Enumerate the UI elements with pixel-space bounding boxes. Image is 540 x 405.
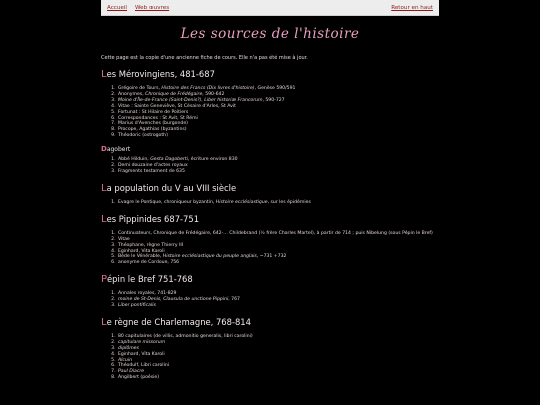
list-item-text: Alcuin <box>118 357 133 363</box>
list-item-text: , 590-727 <box>262 97 285 103</box>
heading-text: agobert <box>106 146 131 154</box>
list-item-text: Eginhard, Vita Karoli <box>118 248 165 254</box>
content <box>101 69 439 381</box>
list-item-text: diplômes <box>118 345 139 351</box>
heading-text: es Pippinides 687-751 <box>106 213 200 224</box>
source-list <box>101 231 439 266</box>
list-item-text: Gesta Dagoberti <box>150 157 188 163</box>
source-list <box>101 200 439 206</box>
list-item-text: Chronique de Frédégaire <box>145 91 203 97</box>
list-item-text: , ~731 +732 <box>256 254 287 260</box>
list-item-text: Fragments testament de 635 <box>118 168 185 174</box>
section-heading <box>101 69 439 80</box>
heading-initial: P <box>101 274 108 286</box>
list-item-text: Bède le Vénérable, <box>118 254 163 260</box>
list-item-text: Liber historiæ Francorum <box>204 97 263 103</box>
list-item <box>117 169 439 175</box>
list-item-text: Histoire des Francs (Dix livres d'histoire) <box>161 86 255 91</box>
list-item-text: anonyme de Cordoue, 756 <box>118 260 180 266</box>
list-item-text: , 590-642 <box>202 91 225 97</box>
list-item-text: Correspondances : St Avit, St Rémi <box>118 115 198 121</box>
list-item-text: , 767 <box>228 297 240 303</box>
list-item-text: , écriture environ 830 <box>187 157 238 163</box>
list-item-text: Angilbert (poésie) <box>118 375 160 381</box>
list-item-text: Continuateurs, Chronique de Frédégaire, 642-… Childebrand (½ frère Charles Martel), à partir de 714 ; puis Nibelung (sous Pépin le Bref) <box>118 230 433 236</box>
list-item <box>117 375 439 381</box>
heading-initial: L <box>101 213 107 225</box>
list-item-text: Marius d'Avenches (burgonde) <box>118 121 188 127</box>
source-list <box>101 86 439 139</box>
list-item <box>117 133 439 139</box>
list-item-text: Histoire ecclésiastique du peuple anglais <box>162 254 257 260</box>
list-item-text: Vitae : Sainte Geneviève, St Césaire d'Arles, St Avit <box>118 103 236 109</box>
section-heading <box>101 183 439 194</box>
list-item-text: moine de St-Denis, <box>118 297 164 303</box>
list-item <box>117 260 439 266</box>
list-item-text: Liber pontificalis <box>118 303 156 309</box>
list-item-text: Abbé Hilduin, <box>118 157 151 163</box>
list-item-text: Histoire ecclésiastique <box>215 199 268 205</box>
heading-text: es Mérovingiens, 481-687 <box>106 69 215 79</box>
section-heading <box>101 214 439 225</box>
list-item <box>117 200 439 206</box>
list-item <box>117 231 439 237</box>
heading-initial: D <box>101 145 107 154</box>
list-item-text: 80 capitulaires (de villis, admonitio generalis, libri carolini) <box>118 333 253 339</box>
list-item-text: capitulare missorum <box>118 339 166 345</box>
web-works-link[interactable]: Web ɶuvres <box>134 4 170 11</box>
source-list <box>101 157 439 175</box>
back-to-top-link[interactable]: Retour en haut <box>391 4 433 11</box>
list-item-text: Anonymes, <box>118 91 146 97</box>
list-item-text: Annales royales, 741-829 <box>118 291 177 297</box>
list-item-text: Théodulf, Libri carolini <box>118 363 170 369</box>
list-item-text: , Genèse 590/591 <box>254 86 296 91</box>
list-item-text: Procope, Agathias (byzantins) <box>118 127 187 133</box>
section-heading <box>101 274 439 285</box>
list-item-text: Théodoric (ostrogoth) <box>118 133 168 139</box>
list-item-text: Grégoire de Tours, <box>118 86 162 91</box>
list-item-text: Evagre le Pontique, chroniqueur byzantin, <box>118 199 216 205</box>
section-heading <box>101 317 439 328</box>
list-item-text: Théophane, règne Thierry III <box>118 242 184 248</box>
section-heading <box>101 145 439 153</box>
list-item-text: Fortunat : St Hilaire de Poitiers <box>118 109 189 115</box>
heading-text: épin le Bref 751-768 <box>107 274 193 285</box>
heading-initial: L <box>101 69 107 80</box>
list-item-text: Paul Diacre <box>118 369 145 375</box>
intro-text: Cette page est la copie d'une ancienne fiche de cours. Elle n'a pas été mise à jour. <box>101 55 308 61</box>
heading-text: e règne de Charlemagne, 768-814 <box>106 316 251 327</box>
home-link[interactable]: Accueil <box>107 4 127 11</box>
list-item-text: Eginhard, Vita Karoli <box>118 351 165 357</box>
source-list <box>101 334 439 381</box>
page-title: Les sources de l'histoire <box>180 26 360 42</box>
heading-initial: L <box>101 316 107 328</box>
page-container <box>101 0 439 405</box>
list-item-text: Vitae <box>118 236 130 242</box>
list-item-text: Demi douzaine d'actes royaux <box>118 163 188 169</box>
list-item-text: Clausula de unctione Pippini <box>163 297 229 303</box>
heading-initial: L <box>101 182 107 194</box>
list-item <box>117 303 439 309</box>
heading-text: a population du V au VIII siècle <box>106 182 237 193</box>
source-list <box>101 291 439 309</box>
list-item-text: Moine d'Île-de-France (Saint-Denis?), <box>118 97 205 103</box>
list-item-text: , sur les épidémies <box>267 199 311 205</box>
top-nav-bar <box>101 0 439 16</box>
